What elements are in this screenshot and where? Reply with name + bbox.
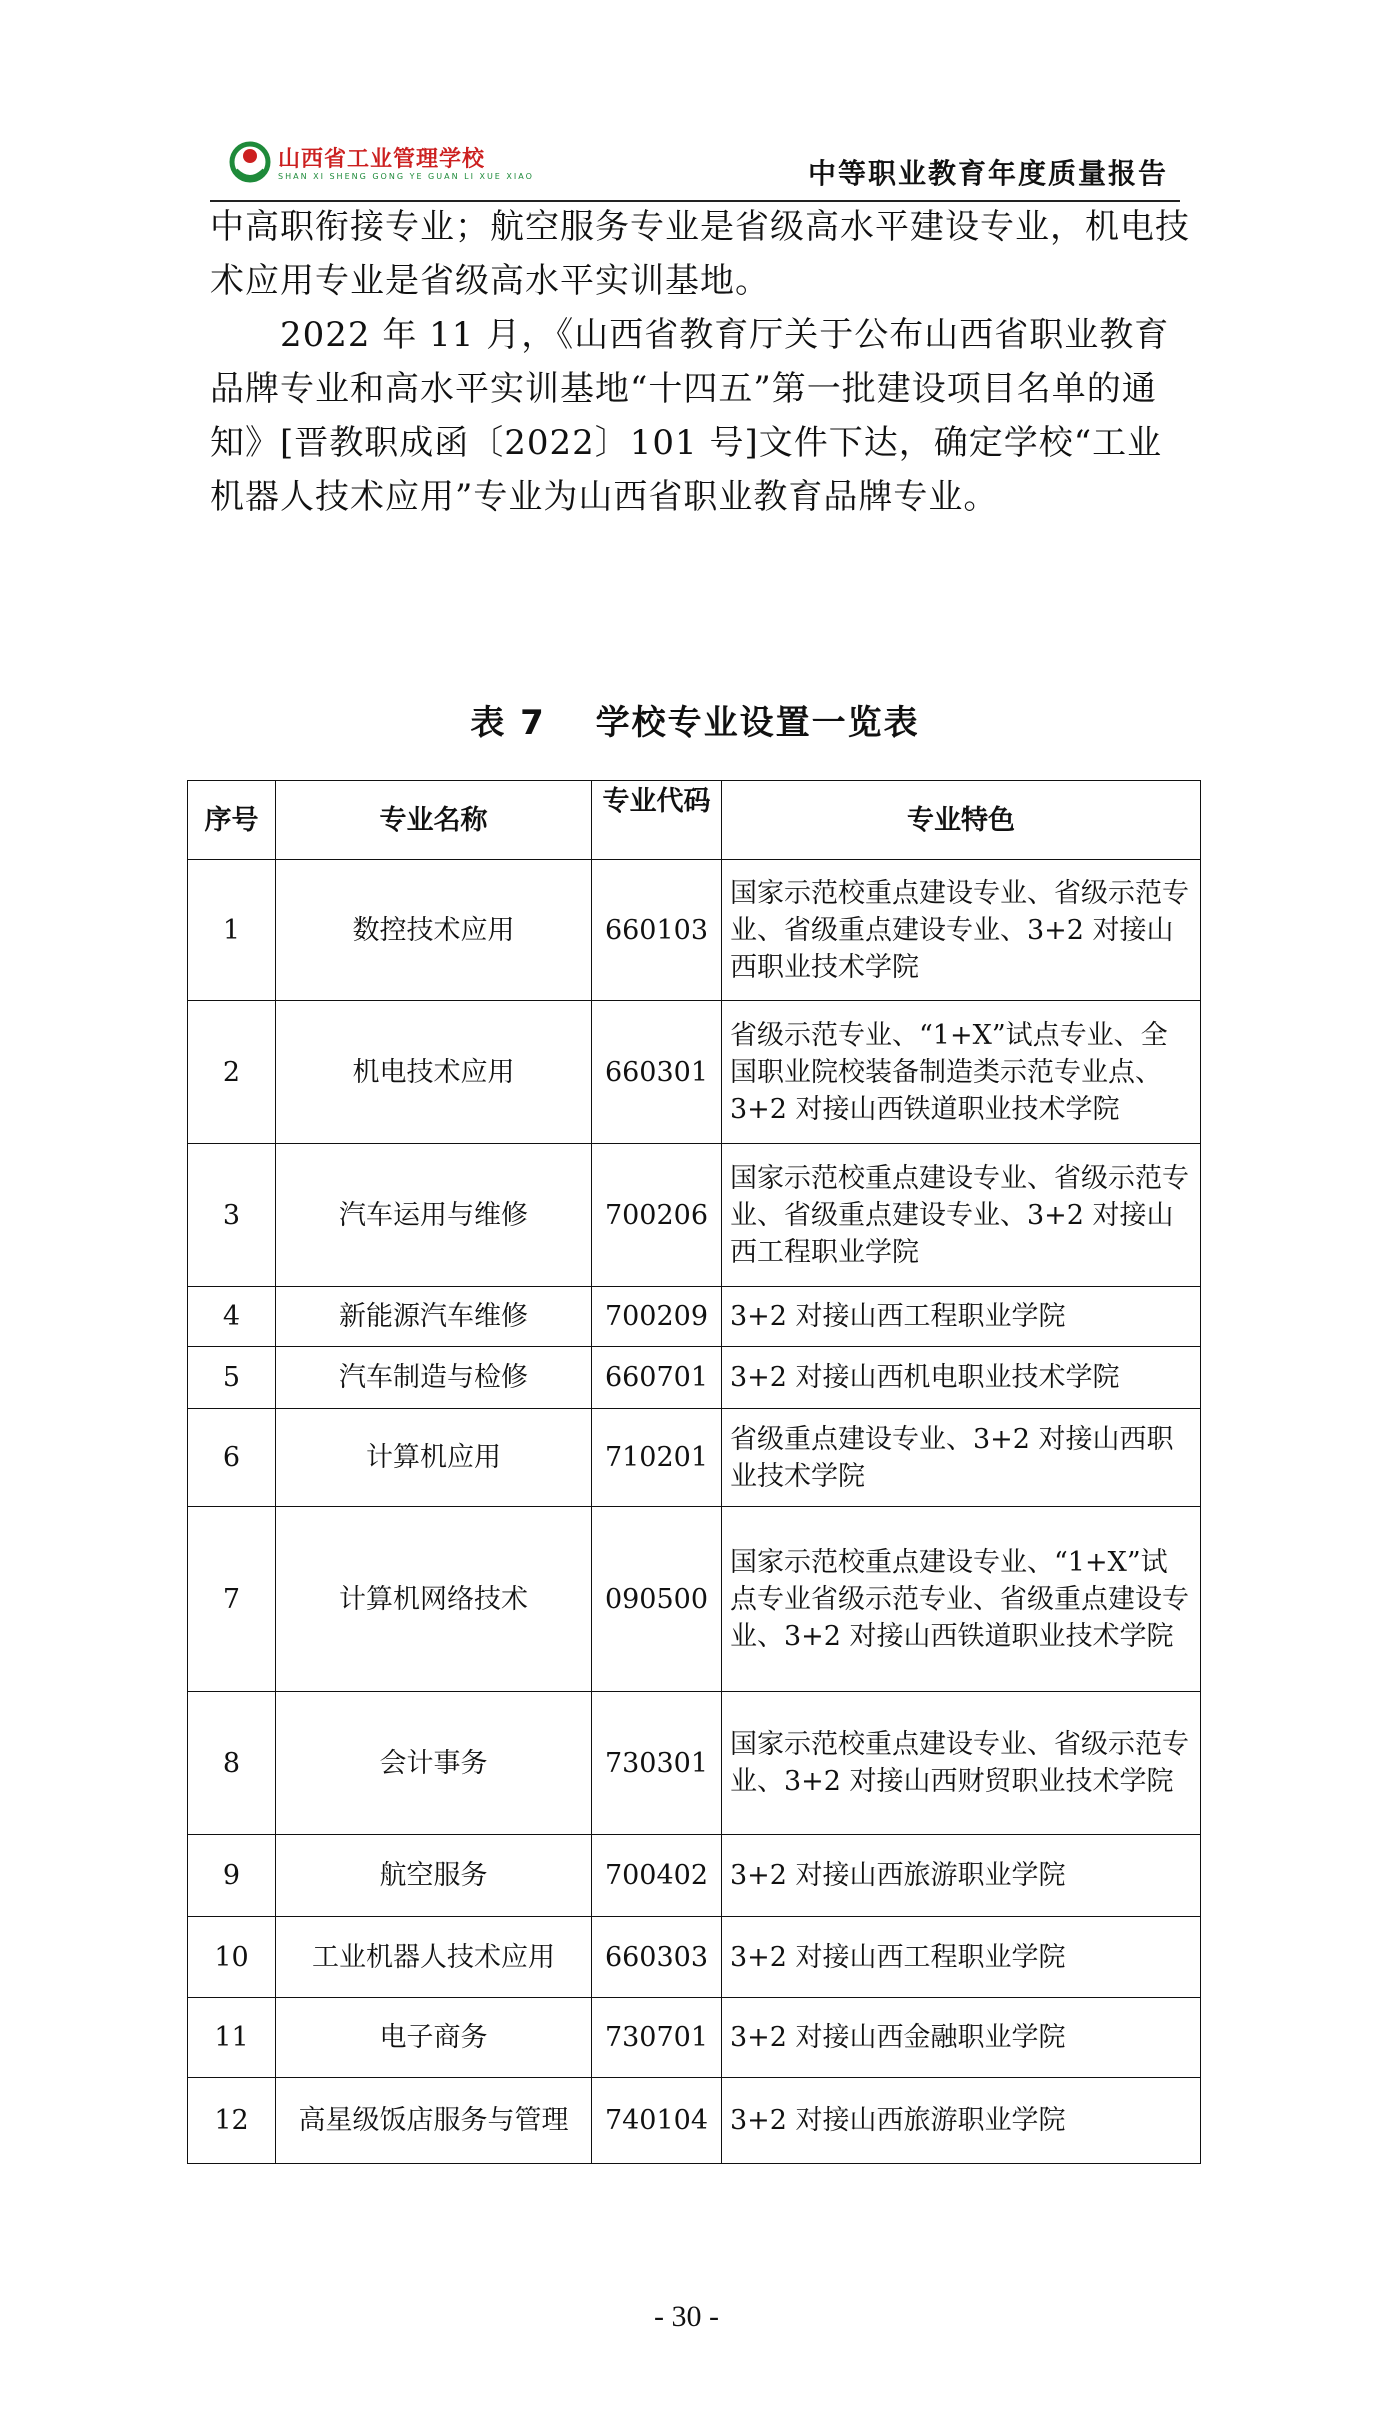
row-code: 700206: [592, 1144, 722, 1287]
header-feature: 专业特色: [722, 781, 1201, 860]
row-name: 高星级饭店服务与管理: [276, 2078, 592, 2164]
table-row: [188, 860, 1201, 1001]
row-feature: 国家示范校重点建设专业、省级示范专业、省级重点建设专业、3+2 对接山西职业技术学院: [722, 860, 1201, 1001]
row-code: 740104: [592, 2078, 722, 2164]
table-row: [188, 1144, 1201, 1287]
logo-subtext: SHAN XI SHENG GONG YE GUAN LI XUE XIAO: [278, 172, 534, 181]
row-feature: 省级重点建设专业、3+2 对接山西职业技术学院: [722, 1409, 1201, 1507]
row-feature: 3+2 对接山西金融职业学院: [722, 1998, 1201, 2078]
row-code: 730301: [592, 1692, 722, 1835]
paragraph-2: 2022 年 11 月，《山西省教育厅关于公布山西省职业教育品牌专业和高水平实训基地“十四五”第一批建设项目名单的通知》[晋教职成函〔2022〕101 号]文件下达，确定学校“工业机器人技术应用”专业为山西省职业教育品牌专业。: [210, 315, 1170, 517]
row-code: 660701: [592, 1347, 722, 1409]
row-feature: 3+2 对接山西工程职业学院: [722, 1287, 1201, 1347]
row-no: 4: [188, 1287, 276, 1347]
paragraph-1: 中高职衔接专业；航空服务专业是省级高水平建设专业，机电技术应用专业是省级高水平实训基地。: [210, 207, 1190, 301]
row-name: 数控技术应用: [276, 860, 592, 1001]
row-no: 12: [188, 2078, 276, 2164]
table-caption: 表 7 学校专业设置一览表: [470, 703, 920, 743]
row-feature: 3+2 对接山西机电职业技术学院: [722, 1347, 1201, 1409]
header-code: 专业代码: [592, 781, 722, 860]
row-feature: 国家示范校重点建设专业、省级示范专业、省级重点建设专业、3+2 对接山西工程职业学院: [722, 1144, 1201, 1287]
row-name: 计算机网络技术: [276, 1507, 592, 1692]
header-no: 序号: [188, 781, 276, 860]
row-name: 工业机器人技术应用: [276, 1917, 592, 1998]
table-row: [188, 1692, 1201, 1835]
row-feature: 3+2 对接山西旅游职业学院: [722, 1835, 1201, 1917]
row-feature: 省级示范专业、“1+X”试点专业、全国职业院校装备制造类示范专业点、3+2 对接山西铁道职业技术学院: [722, 1001, 1201, 1144]
table-row: [188, 1347, 1201, 1409]
table-header-row: [188, 781, 1201, 860]
majors-table: [187, 780, 1201, 2164]
row-no: 8: [188, 1692, 276, 1835]
row-feature: 3+2 对接山西工程职业学院: [722, 1917, 1201, 1998]
table-row: [188, 1998, 1201, 2078]
row-name: 电子商务: [276, 1998, 592, 2078]
row-code: 090500: [592, 1507, 722, 1692]
row-feature: 国家示范校重点建设专业、省级示范专业、3+2 对接山西财贸职业技术学院: [722, 1692, 1201, 1835]
row-no: 11: [188, 1998, 276, 2078]
table-row: [188, 1507, 1201, 1692]
row-code: 730701: [592, 1998, 722, 2078]
row-name: 汽车运用与维修: [276, 1144, 592, 1287]
row-no: 10: [188, 1917, 276, 1998]
school-logo: [228, 138, 588, 194]
row-code: 660301: [592, 1001, 722, 1144]
row-name: 机电技术应用: [276, 1001, 592, 1144]
row-name: 汽车制造与检修: [276, 1347, 592, 1409]
row-no: 2: [188, 1001, 276, 1144]
table-row: [188, 1835, 1201, 1917]
row-code: 700402: [592, 1835, 722, 1917]
table-row: [188, 1409, 1201, 1507]
school-emblem-icon: [228, 140, 272, 184]
row-code: 660103: [592, 860, 722, 1001]
report-title: 中等职业教育年度质量报告: [807, 157, 1168, 190]
row-no: 6: [188, 1409, 276, 1507]
body-text: [210, 200, 1195, 524]
row-no: 3: [188, 1144, 276, 1287]
row-no: 5: [188, 1347, 276, 1409]
page-header: [210, 130, 1180, 202]
row-code: 700209: [592, 1287, 722, 1347]
page-number: - 30 -: [654, 2300, 719, 2333]
table-row: [188, 1917, 1201, 1998]
row-no: 9: [188, 1835, 276, 1917]
row-no: 1: [188, 860, 276, 1001]
table-row: [188, 1287, 1201, 1347]
row-name: 会计事务: [276, 1692, 592, 1835]
table-row: [188, 1001, 1201, 1144]
row-name: 计算机应用: [276, 1409, 592, 1507]
header-name: 专业名称: [276, 781, 592, 860]
row-name: 新能源汽车维修: [276, 1287, 592, 1347]
table-row: [188, 2078, 1201, 2164]
row-code: 660303: [592, 1917, 722, 1998]
row-feature: 3+2 对接山西旅游职业学院: [722, 2078, 1201, 2164]
row-no: 7: [188, 1507, 276, 1692]
logo-text: 山西省工业管理学校: [278, 147, 486, 172]
row-feature: 国家示范校重点建设专业、“1+X”试点专业省级示范专业、省级重点建设专业、3+2 对接山西铁道职业技术学院: [722, 1507, 1201, 1692]
row-name: 航空服务: [276, 1835, 592, 1917]
row-code: 710201: [592, 1409, 722, 1507]
